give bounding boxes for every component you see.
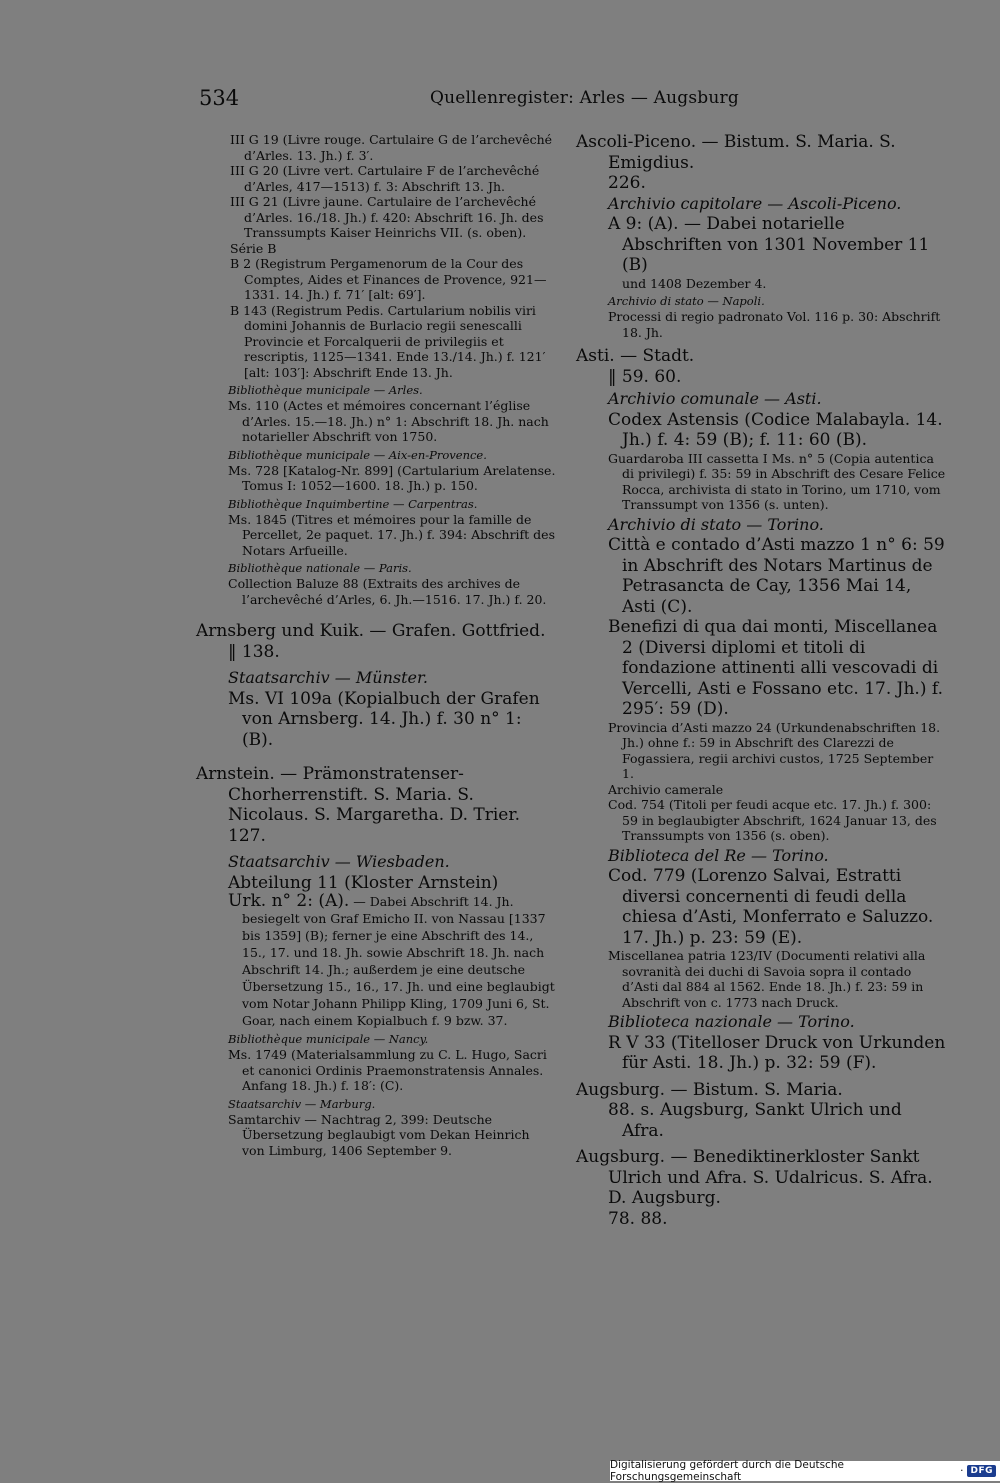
list-item: Guardaroba III cassetta I Ms. n° 5 (Copia autentica di privilegi) f. 35: 59 in Abschrift des Cesare Felice Rocca, archivista di stato in Torino, um 1710, vom Transsumpt von 1356 (s. unten). xyxy=(608,450,946,512)
archive-heading: Biblioteca nazionale — Torino. xyxy=(608,1012,855,1031)
footer-text: Digitalisierung gefördert durch die Deutsche Forschungsgemeinschaft xyxy=(610,1459,844,1483)
archive-heading: Archivio comunale — Asti. xyxy=(608,389,822,408)
list-item: B 2 (Registrum Pergamenorum de la Cour des Comptes, Aides et Finances de Provence, 921—1331. 14. Jh.) f. 71′ [alt: 69′]. xyxy=(230,256,547,302)
arles-source-list xyxy=(196,132,556,380)
left-column xyxy=(196,132,556,1158)
list-item: Ms. 1749 (Materialsammlung zu C. L. Hugo, Sacri et canonici Ordinis Praemonstratensis Annales. Anfang 18. Jh.) f. 18′: (C). xyxy=(228,1047,547,1093)
entry-arnsberg xyxy=(196,621,556,750)
archive-heading: Archivio di stato — Napoli. xyxy=(608,294,765,308)
signature-note: und 1408 Dezember 4. xyxy=(622,275,767,291)
signature: Città e contado d’Asti mazzo 1 n° 6: 59 in Abschrift des Notars Martinus de Petrasancta de Cay, 1356 Mai 14, Asti (C). xyxy=(608,535,945,617)
list-item: Ms. 1845 (Titres et mémoires pour la famille de Percellet, 2e paquet. 17. Jh.) f. 394: Abschrift des Notars Arfueille. xyxy=(228,511,555,558)
entry-heading: Ascoli-Piceno. — Bistum. S. Maria. S. Emigdius. xyxy=(576,132,896,173)
entry-number: 226. xyxy=(608,173,646,193)
list-item: Collection Baluze 88 (Extraits des archives de l’archevêché d’Arles, 6. Jh.—1516. 17. Jh.) f. 20. xyxy=(228,576,547,607)
signature: Ms. VI 109a (Kopialbuch der Grafen von Arnsberg. 14. Jh.) f. 30 n° 1: (B). xyxy=(228,688,540,750)
list-item: Provincia d’Asti mazzo 24 (Urkundenabschriften 18. Jh.) ohne f.: 59 in Abschrift des Clarezzi de Fogassiera, regii archivi custos, 1725 September 1. xyxy=(608,719,941,781)
list-item: B 143 (Registrum Pedis. Cartularium nobilis viri domini Johannis de Burlacio regii senescalli Provincie et Forcalquerii de privilegiis et rescriptis, 1125—1341. Ende 13./14. Jh.) f. 121′ [alt: 103′]: Abschrift Ende 13. Jh. xyxy=(230,302,546,380)
signature: Cod. 779 (Lorenzo Salvai, Estratti diversi concernenti di feudi della chiesa d’Asti, Monferrato e Saluzzo. 17. Jh.) p. 23: 59 (E). xyxy=(608,866,934,948)
archive-heading: Archivio di stato — Torino. xyxy=(608,514,824,534)
entry-augsburg-kloster xyxy=(576,1147,946,1229)
entry-heading: Arnstein. — Prämonstratenser-Chorherrenstift. S. Maria. S. Nicolaus. S. Margaretha. D. Trier. xyxy=(196,764,521,825)
archive-heading: Staatsarchiv — Marburg. xyxy=(228,1096,376,1111)
entry-heading: Augsburg. — Bistum. S. Maria. xyxy=(576,1079,843,1100)
list-item: III G 20 (Livre vert. Cartulaire F de l’archevêché d’Arles, 417—1513) f. 3: Abschrift 13. Jh. xyxy=(230,163,540,194)
list-item: Ms. 110 (Actes et mémoires concernant l’église d’Arles. 15.—18. Jh.) n° 1: Abschrift 18. Jh. nach notarieller Abschrift von 1750. xyxy=(228,398,549,444)
list-item: Miscellanea patria 123/IV (Documenti relativi alla sovranità dei duchi di Savoia sopra il contado d’Asti dal 884 al 1562. Ende 18. Jh.) f. 23: 59 in Abschrift von c. 1773 nach Druck. xyxy=(608,948,926,1010)
archive-heading: Biblioteca del Re — Torino. xyxy=(608,845,829,865)
entry-number: 88. s. Augsburg, Sankt Ulrich und Afra. xyxy=(608,1100,902,1141)
footer-funding-notice: Digitalisierung gefördert durch die Deutsche Forschungsgemeinschaft · DFG xyxy=(610,1461,1000,1481)
entry-asti xyxy=(576,346,946,1074)
archive-heading: Archivio capitolare — Ascoli-Piceno. xyxy=(608,193,902,213)
archive-subsection: Abteilung 11 (Kloster Arnstein) xyxy=(228,872,499,893)
archive-heading: Staatsarchiv — Wiesbaden. xyxy=(228,852,450,871)
list-item: Série B xyxy=(230,240,277,256)
entry-arnstein xyxy=(196,764,556,1158)
archive-heading: Bibliothèque municipale — Aix-en-Provence. xyxy=(228,447,487,462)
entry-heading: Arnsberg und Kuik. — Grafen. Gottfried. xyxy=(196,621,546,641)
entry-augsburg-bistum xyxy=(576,1080,946,1142)
entry-heading: Asti. — Stadt. xyxy=(576,346,695,366)
signature: Benefizi di qua dai monti, Miscellanea 2 (Diversi diplomi et titoli di fondazione attinenti alli vescovadi di Vercelli, Asti e Fossano etc. 17. Jh.) f. 295′: 59 (D). xyxy=(608,617,943,719)
signature-note: — Dabei Abschrift 14. Jh. besiegelt von Graf Emicho II. von Nassau [1337 bis 1359] (B); ferner je eine Abschrift des 14., 15., 17. und 18. Jh. sowie Abschrift 18. Jh. nach Abschrift 14. Jh.; außerdem je eine deutsche Übersetzung 15., 16., 17. Jh. und eine beglaubigt vom Notar Johann Philipp Kling, 1709 Juni 6, St. Goar, nach einem Kopialbuch f. 9 bzw. 37. xyxy=(242,894,555,1028)
list-item: III G 19 (Livre rouge. Cartulaire G de l’archevêché d’Arles. 13. Jh.) f. 3′. xyxy=(230,132,553,163)
signature: R V 33 (Titelloser Druck von Urkunden für Asti. 18. Jh.) p. 32: 59 (F). xyxy=(608,1032,946,1073)
signature: A 9: (A). — Dabei notarielle Abschriften von 1301 November 11 (B) xyxy=(608,214,930,275)
list-item: Cod. 754 (Titoli per feudi acque etc. 17. Jh.) f. 300: 59 in beglaubigter Abschrift, 1624 Januar 13, des Transsumpts von 1356 (s. oben). xyxy=(608,797,937,843)
dfg-logo-icon: DFG xyxy=(967,1465,996,1477)
entry-number: ‖ 59. 60. xyxy=(608,366,682,387)
list-item: Archivio camerale xyxy=(608,781,724,797)
right-column xyxy=(576,132,946,1229)
entry-number: 127. xyxy=(228,825,266,846)
list-item: III G 21 (Livre jaune. Cartulaire de l’archevêché d’Arles. 16./18. Jh.) f. 420: Abschrift 16. Jh. des Transsumpts Kaiser Heinrichs VII. (s. oben). xyxy=(230,194,544,240)
signature: Urk. n° 2: (A). xyxy=(228,891,350,911)
signature: Codex Astensis (Codice Malabayla. 14. Jh.) f. 4: 59 (B); f. 11: 60 (B). xyxy=(608,409,943,450)
archive-heading: Staatsarchiv — Münster. xyxy=(228,668,428,687)
entry-number: ‖ 138. xyxy=(228,641,280,662)
page-number: 534 xyxy=(199,86,240,110)
entry-number: 78. 88. xyxy=(608,1208,668,1229)
archive-heading: Bibliothèque nationale — Paris. xyxy=(228,561,412,575)
list-item: Ms. 728 [Katalog-Nr. 899] (Cartularium Arelatense. Tomus I: 1052—1600. 18. Jh.) p. 150. xyxy=(228,462,556,493)
archive-heading: Bibliothèque Inquimbertine — Carpentras. xyxy=(228,496,478,511)
running-head: Quellenregister: Arles — Augsburg xyxy=(430,88,739,108)
list-item: Processi di regio padronato Vol. 116 p. 30: Abschrift 18. Jh. xyxy=(608,309,941,340)
entry-ascoli-piceno xyxy=(576,132,946,340)
entry-heading: Augsburg. — Benediktinerkloster Sankt Ulrich und Afra. S. Udalricus. S. Afra. D. Augsburg. xyxy=(576,1147,933,1208)
list-item: Samtarchiv — Nachtrag 2, 399: Deutsche Übersetzung beglaubigt vom Dekan Heinrich von Limburg, 1406 September 9. xyxy=(228,1111,530,1158)
archive-heading: Bibliothèque municipale — Arles. xyxy=(228,383,423,397)
archive-heading: Bibliothèque municipale — Nancy. xyxy=(228,1032,429,1046)
